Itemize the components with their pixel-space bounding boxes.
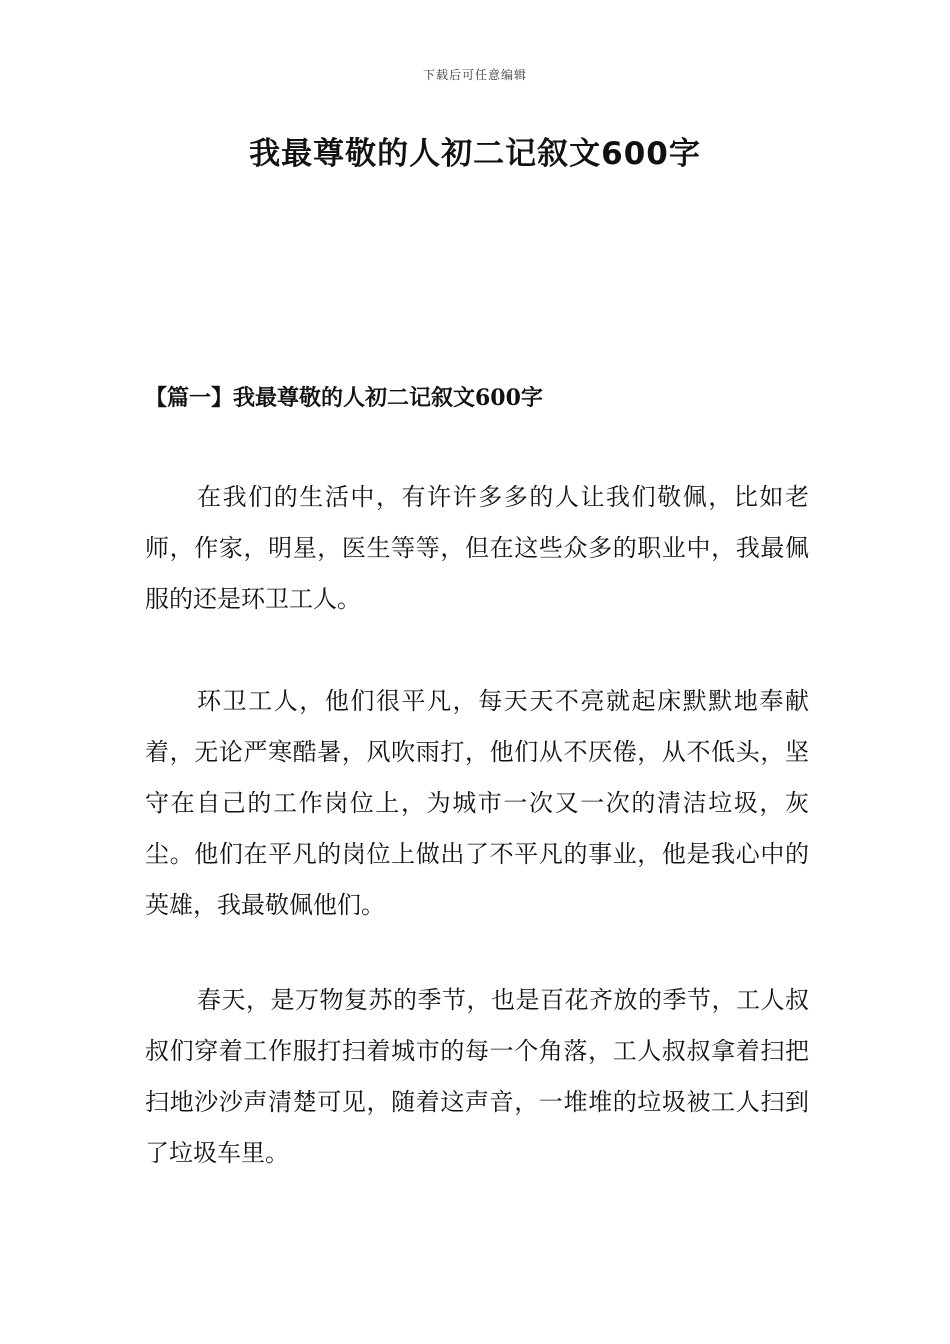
body-paragraph: 春天，是万物复苏的季节，也是百花齐放的季节，工人叔叔们穿着工作服打扫着城市的每一个角落，工人叔叔拿着扫把扫地沙沙声清楚可见，随着这声音，一堆堆的垃圾被工人扫到了垃圾车里。 xyxy=(145,986,809,1167)
body-paragraph: 在我们的生活中，有许许多多的人让我们敬佩，比如老师，作家，明星，医生等等，但在这些众多的职业中，我最佩服的还是环卫工人。 xyxy=(145,483,809,613)
section-heading: 【篇一】我最尊敬的人初二记叙文600字 xyxy=(145,385,543,411)
document-title: 我最尊敬的人初二记叙文600字 xyxy=(249,136,701,172)
header-note: 下载后可任意编辑 xyxy=(422,68,527,82)
body-paragraph: 环卫工人，他们很平凡，每天天不亮就起床默默地奉献着，无论严寒酷暑，风吹雨打，他们从不厌倦，从不低头，坚守在自己的工作岗位上，为城市一次又一次的清洁垃圾，灰尘。他们在平凡的岗位上做出了不平凡的事业，他是我心中的英雄，我最敬佩他们。 xyxy=(145,687,809,919)
